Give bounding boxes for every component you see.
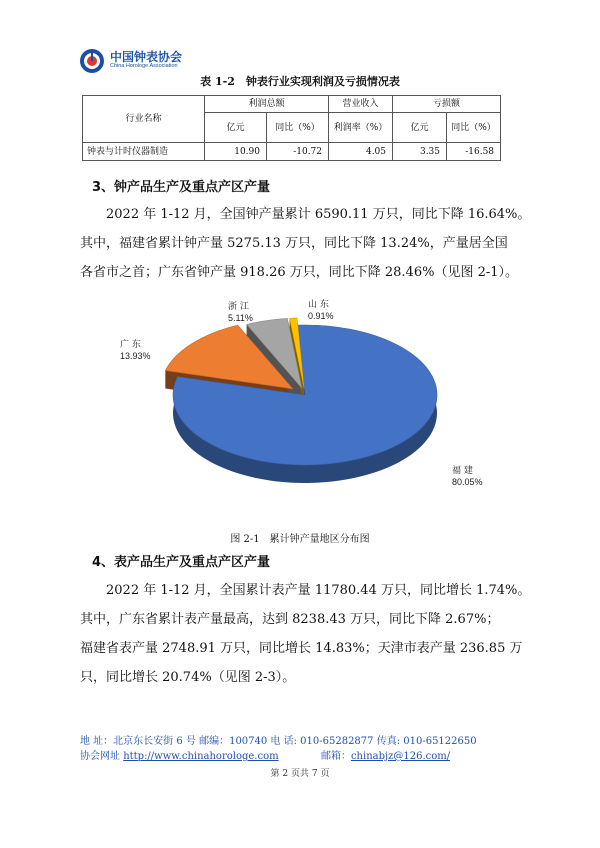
pie-category-label: 山 东 bbox=[308, 300, 329, 310]
paragraph-line: 2022 年 1-12 月，全国累计表产量 11780.44 万只，同比增长 1.74%。 bbox=[80, 583, 531, 598]
paragraph-line: 只，同比增长 20.74%（见图 2-3）。 bbox=[80, 670, 296, 685]
section-3-heading: 3、钟产品生产及重点产区产量 bbox=[92, 180, 271, 195]
pie-category-label: 福 建 bbox=[452, 466, 473, 476]
subheader-yoy: 同比（%） bbox=[267, 113, 329, 143]
header-revenue: 营业收入 bbox=[329, 96, 393, 113]
pie-category-label: 浙 江 bbox=[228, 302, 249, 312]
footer-mail-label: 邮箱： bbox=[320, 751, 351, 762]
paragraph-line: 2022 年 1-12 月，全国钟产量累计 6590.11 万只，同比下降 16.64%。 bbox=[80, 207, 531, 222]
figure-caption: 图 2-1 累计钟产量地区分布图 bbox=[230, 534, 370, 545]
footer-address: 地 址：北京东长安街 6 号 邮编：100740 电 话: 010-65282877 传真: 010-65122650 bbox=[80, 736, 477, 747]
website-link[interactable]: http://www.chinahorologe.com bbox=[123, 751, 279, 762]
pie-category-label: 广 东 bbox=[120, 340, 141, 350]
cell-loss-yoy: -16.58 bbox=[447, 143, 501, 161]
paragraph-line: 福建省表产量 2748.91 万只，同比增长 14.83%；天津市表产量 236.85 万 bbox=[80, 641, 523, 656]
paragraph-line: 各省市之首；广东省钟产量 918.26 万只，同比下降 28.46%（见图 2-1）。 bbox=[80, 265, 519, 280]
pie-value-label: 0.91% bbox=[308, 311, 334, 321]
footer bbox=[80, 734, 477, 764]
header-profit: 利润总额 bbox=[205, 96, 329, 113]
section-3-body bbox=[80, 200, 531, 287]
logo-text-cn: 中国钟表协会 bbox=[110, 50, 183, 64]
footer-site-label: 协会网址 bbox=[80, 751, 124, 762]
paragraph-line: 其中，广东省累计表产量最高，达到 8238.43 万只，同比下降 2.67%； bbox=[80, 612, 500, 627]
profit-loss-table bbox=[82, 95, 501, 161]
subheader-margin: 利润率（%） bbox=[329, 113, 393, 143]
header-industry: 行业名称 bbox=[83, 96, 205, 143]
header-loss: 亏损额 bbox=[393, 96, 501, 113]
logo-text-en: China Horologe Association bbox=[110, 63, 178, 69]
pie-value-label: 5.11% bbox=[228, 313, 253, 323]
section-4-heading: 4、表产品生产及重点产区产量 bbox=[92, 555, 271, 570]
paragraph-line: 其中，福建省累计钟产量 5275.13 万只，同比下降 13.24%，产量居全国 bbox=[80, 236, 508, 251]
section-4-body bbox=[80, 576, 531, 692]
subheader-yiyuan-loss: 亿元 bbox=[393, 113, 447, 143]
cell-loss: 3.35 bbox=[393, 143, 447, 161]
table-title: 表 1-2 钟表行业实现利润及亏损情况表 bbox=[200, 75, 400, 88]
cell-profit: 10.90 bbox=[205, 143, 267, 161]
pie-value-label: 80.05% bbox=[452, 477, 483, 487]
table-row bbox=[83, 143, 501, 161]
pie-value-label: 13.93% bbox=[120, 351, 151, 361]
cell-profit-yoy: -10.72 bbox=[267, 143, 329, 161]
footer-contact bbox=[80, 749, 477, 764]
subheader-yoy-loss: 同比（%） bbox=[447, 113, 501, 143]
cell-margin: 4.05 bbox=[329, 143, 393, 161]
subheader-yiyuan: 亿元 bbox=[205, 113, 267, 143]
email-link[interactable]: chinabjz@126.com/ bbox=[350, 751, 451, 762]
page-number: 第 2 页共 7 页 bbox=[270, 769, 330, 779]
clock-production-pie-chart bbox=[80, 295, 520, 520]
cell-industry-name: 钟表与计时仪器制造 bbox=[83, 143, 205, 161]
